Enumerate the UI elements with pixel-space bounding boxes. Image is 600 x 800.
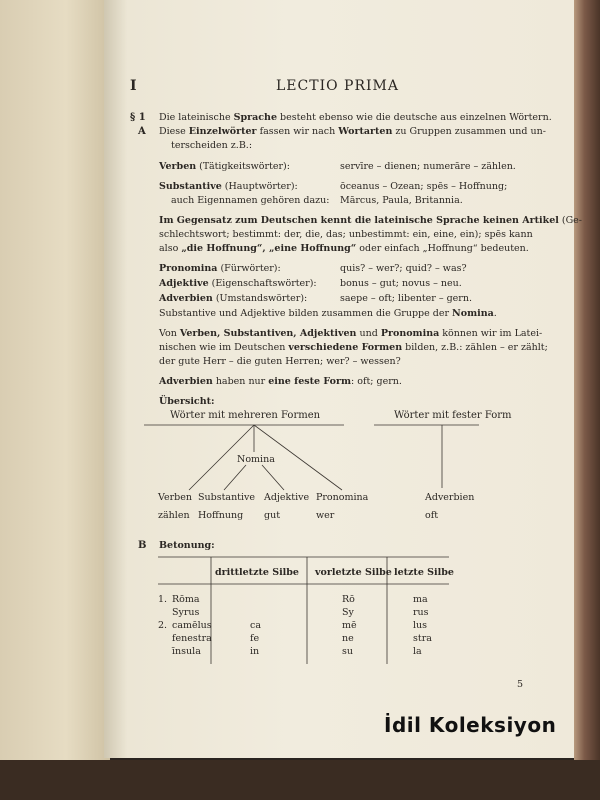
book-page (104, 0, 583, 758)
uebersicht-label: Übersicht: (159, 396, 215, 407)
verben-label: Verben (Tätigkeitswörter): (159, 161, 290, 172)
table-surface (0, 760, 600, 800)
tree-substantive: Substantive (198, 492, 256, 503)
adjektive-example: bonus – gut; novus – neu. (340, 278, 462, 289)
facing-page (0, 0, 110, 800)
tree-pronomina: Pronomina (316, 492, 369, 503)
row-c1: in (250, 646, 260, 657)
artikel-line-2: schlechtswort; bestimmt: der, die, das; unbestimmt: ein, eine, ein); spēs kann (159, 229, 533, 240)
row-c2: su (342, 646, 353, 657)
row-c3: rus (413, 607, 429, 618)
watermark: İdil Koleksiyon (384, 713, 557, 737)
book-edge (574, 0, 600, 760)
row-c3: stra (413, 633, 432, 644)
formen-line-2: nischen wie im Deutschen verschiedene Formen bilden, z.B.: zählen – er zählt; (159, 342, 548, 353)
feste-form-line: Adverbien haben nur eine feste Form: oft; gern. (159, 376, 402, 387)
row-c1: ca (250, 620, 261, 631)
artikel-line-3: also „die Hoffnung“, „eine Hoffnung“ oder einfach „Hoffnung“ bedeuten. (159, 243, 529, 254)
eigennamen-label: auch Eigennamen gehören dazu: (171, 195, 330, 206)
row-c3: la (413, 646, 422, 657)
section-mark: § 1 (130, 112, 146, 123)
row-c1: fe (250, 633, 260, 644)
tree-ex-gut: gut (264, 510, 281, 521)
header-vorletzte: vorletzte Silbe (315, 567, 392, 578)
eigennamen-example: Mārcus, Paula, Britannia. (340, 195, 463, 206)
row-word: Rōma (172, 594, 200, 605)
pronomina-example: quis? – wer?; quid? – was? (340, 263, 467, 274)
intro-line-3: terscheiden z.B.: (171, 140, 253, 151)
formen-line-3: der gute Herr – die guten Herren; wer? – wessen? (159, 356, 401, 367)
chapter-title: LECTIO PRIMA (276, 78, 399, 94)
nomina-definition: Substantive und Adjektive bilden zusammen die Gruppe der Nomina. (159, 308, 497, 319)
intro-line-1: Die lateinische Sprache besteht ebenso wie die deutsche aus einzelnen Wörtern. (159, 112, 552, 123)
row-c2: Rō (342, 594, 355, 605)
row-c3: lus (413, 620, 428, 631)
row-c3: ma (413, 594, 428, 605)
adverbien-label: Adverbien (Umstandswörter): (159, 293, 308, 304)
row-c2: ne (342, 633, 354, 644)
row-word: Syrus (172, 607, 200, 618)
fester-form-title: Wörter mit fester Form (394, 410, 512, 421)
tree-adverbien: Adverbien (425, 492, 475, 503)
row-c2: mē (342, 620, 357, 631)
pronomina-label: Pronomina (Fürwörter): (159, 263, 281, 274)
adjektive-label: Adjektive (Eigenschaftswörter): (159, 278, 317, 289)
adverbien-example: saepe – oft; libenter – gern. (340, 293, 472, 304)
substantive-example: ōceanus – Ozean; spēs – Hoffnung; (340, 181, 508, 192)
row-num: 2. (158, 620, 168, 631)
row-word: fenestra (172, 633, 212, 644)
tree-ex-hoffnung: Hoffnung (198, 510, 244, 521)
betonung-label: Betonung: (159, 540, 215, 551)
tree-ex-zaehlen: zählen (158, 510, 190, 521)
nomina-node: Nomina (237, 454, 275, 465)
tree-ex-wer: wer (316, 510, 335, 521)
page-number: 5 (517, 679, 524, 690)
part-a-mark: A (138, 126, 146, 137)
row-c2: Sy (342, 607, 354, 618)
artikel-line-1: Im Gegensatz zum Deutschen kennt die lateinische Sprache keinen Artikel (Ge- (159, 215, 583, 226)
tree-adjektive: Adjektive (264, 492, 310, 503)
part-b-mark: B (138, 540, 147, 551)
intro-line-2: Diese Einzelwörter fassen wir nach Wortarten zu Gruppen zusammen und un- (159, 126, 546, 137)
formen-line-1: Von Verben, Substantiven, Adjektiven und Pronomina können wir im Latei- (159, 328, 543, 339)
substantive-label: Substantive (Hauptwörter): (159, 181, 298, 192)
row-word: camēlus (172, 620, 212, 631)
row-num: 1. (158, 594, 168, 605)
verben-example: servīre – dienen; numerāre – zählen. (340, 161, 516, 172)
header-drittletzte: drittletzte Silbe (215, 567, 299, 578)
tree-verben: Verben (158, 492, 192, 503)
mehrere-formen-title: Wörter mit mehreren Formen (170, 410, 321, 421)
chapter-roman: I (130, 78, 137, 94)
header-letzte: letzte Silbe (394, 567, 454, 578)
row-word: īnsula (172, 646, 201, 657)
tree-ex-oft: oft (425, 510, 439, 521)
